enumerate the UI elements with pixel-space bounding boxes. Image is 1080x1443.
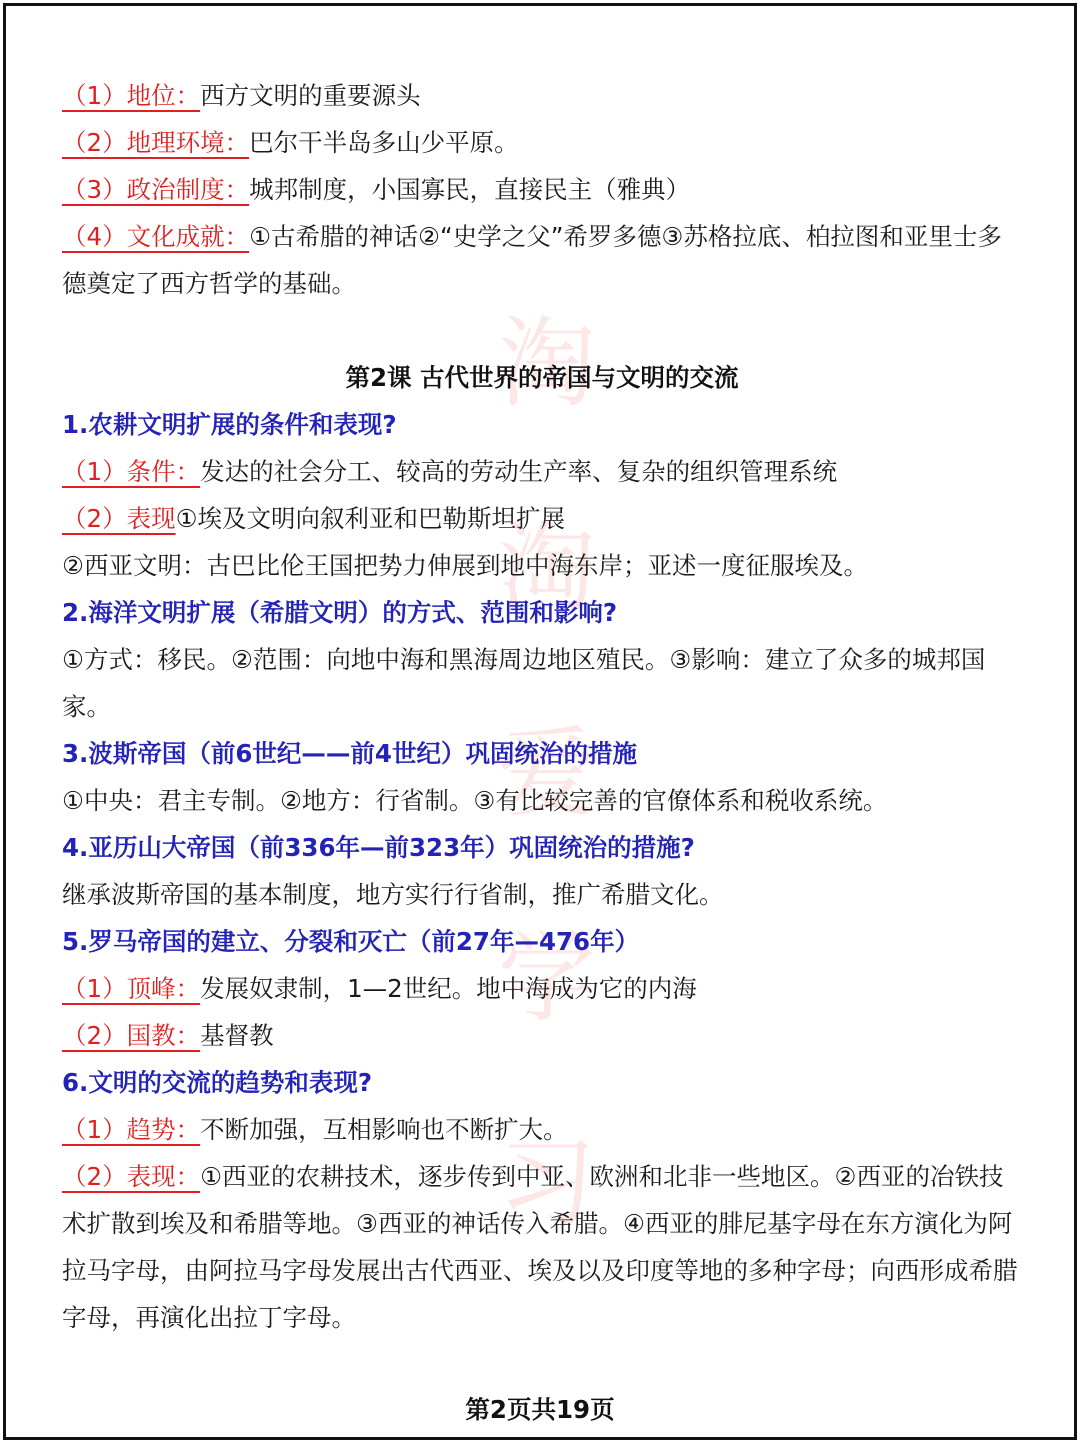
question-2-title: 2.海洋文明扩展（希腊文明）的方式、范围和影响? — [62, 598, 618, 627]
question-3-title: 3.波斯帝国（前6世纪——前4世纪）巩固统治的措施 — [62, 739, 637, 768]
question-6-title: 6.文明的交流的趋势和表现? — [62, 1068, 373, 1097]
q1-manifestation: （2）表现①埃及文明向叙利亚和巴勒斯坦扩展 — [62, 504, 566, 533]
q5-peak: （1）顶峰：发展奴隶制，1—2世纪。地中海成为它的内海 — [62, 974, 697, 1003]
greece-position: （1）地位：西方文明的重要源头 — [62, 81, 421, 110]
q5-religion: （2）国教：基督教 — [62, 1021, 274, 1050]
watermark-char: 学 — [497, 922, 596, 1036]
watermark-char: 淘 — [497, 307, 596, 421]
lesson-title: 第2课 古代世界的帝国与文明的交流 — [345, 363, 739, 392]
q3-answer: ①中央：君主专制。②地方：行省制。③有比较完善的官僚体系和税收系统。 — [62, 786, 888, 815]
q6-trend: （1）趋势：不断加强，互相影响也不断扩大。 — [62, 1115, 568, 1144]
q6-manifestation: （2）表现：①西亚的农耕技术，逐步传到中亚、欧洲和北非一些地区。②西亚的冶铁技术扩散到埃及和希腊等地。③西亚的神话传入希腊。④西亚的腓尼基字母在东方演化为阿拉马字母，由阿拉马字母发展出古代西亚、埃及以及印度等地的多种字母；向西形成希腊字母，再演化出拉丁字母。 — [62, 1162, 1018, 1332]
greece-politics: （3）政治制度：城邦制度，小国寡民，直接民主（雅典） — [62, 175, 691, 204]
watermark-char: 习 — [497, 1127, 596, 1241]
question-5-title: 5.罗马帝国的建立、分裂和灭亡（前27年—476年） — [62, 927, 640, 956]
greece-culture: （4）文化成就：①古希腊的神话②“史学之父”希罗多德③苏格拉底、柏拉图和亚里士多德奠定了西方哲学的基础。 — [62, 222, 1002, 298]
section-gap — [62, 307, 1022, 354]
q2-answer: ①方式：移民。②范围：向地中海和黑海周边地区殖民。③影响：建立了众多的城邦国家。 — [62, 645, 986, 721]
q1-condition: （1）条件：发达的社会分工、较高的劳动生产率、复杂的组织管理系统 — [62, 457, 838, 486]
question-1-title: 1.农耕文明扩展的条件和表现? — [62, 410, 397, 439]
watermark-char: 爱 — [497, 717, 596, 831]
q4-answer: 继承波斯帝国的基本制度，地方实行行省制，推广希腊文化。 — [62, 880, 724, 909]
greece-geography: （2）地理环境：巴尔干半岛多山少平原。 — [62, 128, 519, 157]
document-body — [62, 72, 1022, 1341]
question-4-title: 4.亚历山大帝国（前336年—前323年）巩固统治的措施? — [62, 833, 695, 862]
q1-extra: ②西亚文明：古巴比伦王国把势力伸展到地中海东岸；亚述一度征服埃及。 — [62, 551, 868, 580]
watermark-char: 淘 — [497, 512, 596, 626]
page-number: 第2页共19页 — [465, 1395, 615, 1424]
